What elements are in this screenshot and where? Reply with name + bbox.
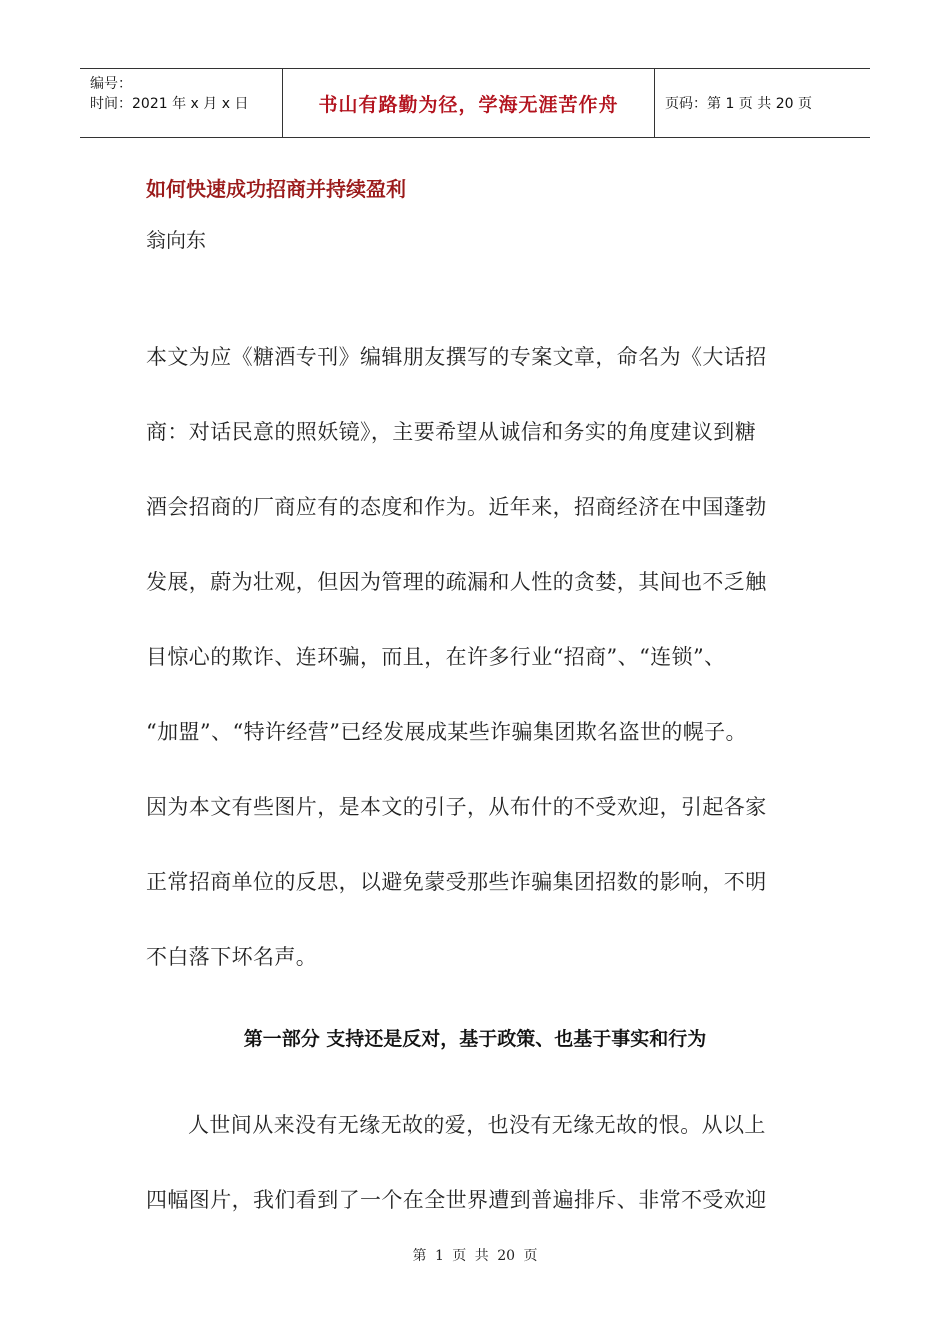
paragraph-line: 发展，蔚为壮观，但因为管理的疏漏和人性的贪婪，其间也不乏触 — [146, 570, 767, 594]
document-header — [80, 68, 870, 138]
header-motto-cell — [283, 69, 655, 137]
intro-paragraph — [146, 340, 826, 1015]
paragraph-line: 目惊心的欺诈、连环骗，而且，在许多行业“招商”、“连锁”、 — [146, 645, 726, 669]
header-info-cell — [80, 69, 283, 137]
paragraph-line: 本文为应《糖酒专刊》编辑朋友撰写的专案文章，命名为《大话招 — [146, 345, 767, 369]
paragraph-line: 酒会招商的厂商应有的态度和作为。近年来，招商经济在中国蓬勃 — [146, 495, 767, 519]
header-page-cell — [655, 69, 870, 137]
date-label: 时间：2021 年 x 月 x 日 — [90, 96, 249, 112]
paragraph-line: “加盟”、“特许经营”已经发展成某些诈骗集团欺名盗世的幌子。 — [146, 720, 747, 744]
paragraph-line: 人世间从来没有无缘无故的爱，也没有无缘无故的恨。从以上 — [188, 1113, 766, 1137]
paragraph-line: 四幅图片，我们看到了一个在全世界遭到普遍排斥、非常不受欢迎 — [146, 1188, 767, 1212]
motto-text: 书山有路勤为径，学海无涯苦作舟 — [318, 93, 619, 116]
paragraph-line: 不白落下坏名声。 — [146, 945, 318, 969]
page-footer: 第 1 页 共 20 页 — [412, 1248, 538, 1264]
number-label: 编号： — [90, 76, 132, 92]
paragraph-line: 商：对话民意的照妖镜》，主要希望从诚信和务实的角度建议到糖 — [146, 420, 757, 444]
page-code: 页码：第 1 页 共 20 页 — [665, 96, 812, 112]
document-title: 如何快速成功招商并持续盈利 — [146, 177, 406, 201]
section-heading: 第一部分 支持还是反对，基于政策、也基于事实和行为 — [243, 1028, 707, 1050]
document-author: 翁向东 — [146, 228, 206, 252]
section-paragraph — [146, 1108, 826, 1258]
paragraph-line: 正常招商单位的反思，以避免蒙受那些诈骗集团招数的影响，不明 — [146, 870, 767, 894]
paragraph-line: 因为本文有些图片，是本文的引子，从布什的不受欢迎，引起各家 — [146, 795, 767, 819]
